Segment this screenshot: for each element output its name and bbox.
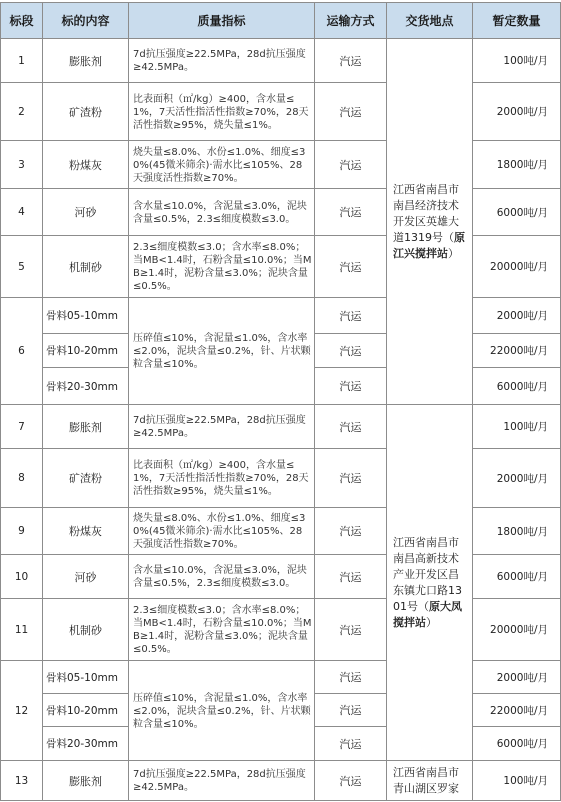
delivery-location: 江西省南昌市南昌高新技术产业开发区昌东镇尤口路1301号（原大凤搅拌站）	[387, 405, 473, 761]
table-row	[1, 555, 561, 599]
transport-mode: 汽运	[315, 298, 387, 334]
section-number: 11	[1, 599, 43, 661]
table-row	[1, 599, 561, 661]
section-number: 4	[1, 189, 43, 236]
section-number: 13	[1, 761, 43, 801]
header-transport: 运输方式	[315, 3, 387, 39]
section-number: 5	[1, 236, 43, 298]
item-name: 矿渣粉	[43, 449, 129, 508]
transport-mode: 汽运	[315, 189, 387, 236]
quantity: 1800吨/月	[473, 508, 561, 555]
quantity: 22000吨/月	[473, 334, 561, 368]
section-number: 3	[1, 141, 43, 189]
procurement-table	[0, 2, 561, 801]
item-name: 骨料10-20mm	[43, 334, 129, 368]
table-row	[1, 83, 561, 141]
section-number: 12	[1, 661, 43, 761]
transport-mode: 汽运	[315, 368, 387, 405]
quantity: 20000吨/月	[473, 599, 561, 661]
table-row	[1, 236, 561, 298]
transport-mode: 汽运	[315, 727, 387, 761]
quality-spec: 压碎值≤10%，含泥量≤1.0%，含水率≤2.0%，泥块含量≤0.2%，针、片状颗粒含量≤10%。	[129, 298, 315, 405]
item-name: 矿渣粉	[43, 83, 129, 141]
table-header-row	[1, 3, 561, 39]
table-row	[1, 189, 561, 236]
transport-mode: 汽运	[315, 236, 387, 298]
quality-spec: 压碎值≤10%，含泥量≤1.0%，含水率≤2.0%，泥块含量≤0.2%，针、片状颗粒含量≤10%。	[129, 661, 315, 761]
transport-mode: 汽运	[315, 405, 387, 449]
item-name: 粉煤灰	[43, 508, 129, 555]
transport-mode: 汽运	[315, 694, 387, 727]
transport-mode: 汽运	[315, 661, 387, 694]
transport-mode: 汽运	[315, 449, 387, 508]
transport-mode: 汽运	[315, 39, 387, 83]
item-name: 膨胀剂	[43, 405, 129, 449]
section-number: 1	[1, 39, 43, 83]
header-location: 交货地点	[387, 3, 473, 39]
header-quality: 质量指标	[129, 3, 315, 39]
delivery-location: 江西省南昌市南昌经济技术开发区英雄大道1319号（原江兴搅拌站）	[387, 39, 473, 405]
transport-mode: 汽运	[315, 334, 387, 368]
section-number: 10	[1, 555, 43, 599]
item-name: 机制砂	[43, 236, 129, 298]
section-number: 2	[1, 83, 43, 141]
quality-spec: 比表面积（㎡/kg）≥400，含水量≤1%，7天活性指活性指数≥70%，28天活性指数≥95%，烧失量≤1%。	[129, 449, 315, 508]
section-number: 9	[1, 508, 43, 555]
item-name: 河砂	[43, 189, 129, 236]
transport-mode: 汽运	[315, 83, 387, 141]
quantity: 20000吨/月	[473, 236, 561, 298]
quantity: 2000吨/月	[473, 661, 561, 694]
table-row	[1, 298, 561, 334]
header-item: 标的内容	[43, 3, 129, 39]
transport-mode: 汽运	[315, 761, 387, 801]
item-name: 骨料20-30mm	[43, 727, 129, 761]
quality-spec: 比表面积（㎡/kg）≥400，含水量≤1%，7天活性指活性指数≥70%，28天活性指数≥95%，烧失量≤1%。	[129, 83, 315, 141]
quantity: 22000吨/月	[473, 694, 561, 727]
quality-spec: 7d抗压强度≥22.5MPa，28d抗压强度≥42.5MPa。	[129, 761, 315, 801]
quality-spec: 烧失量≤8.0%、水份≤1.0%、细度≤30%(45微米筛余)·需水比≤105%、28天强度活性指数≥70%。	[129, 141, 315, 189]
quality-spec: 烧失量≤8.0%、水份≤1.0%、细度≤30%(45微米筛余)·需水比≤105%、28天强度活性指数≥70%。	[129, 508, 315, 555]
table-row	[1, 449, 561, 508]
transport-mode: 汽运	[315, 141, 387, 189]
quantity: 2000吨/月	[473, 449, 561, 508]
section-number: 7	[1, 405, 43, 449]
transport-mode: 汽运	[315, 508, 387, 555]
header-quantity: 暂定数量	[473, 3, 561, 39]
quantity: 2000吨/月	[473, 83, 561, 141]
item-name: 河砂	[43, 555, 129, 599]
quantity: 100吨/月	[473, 405, 561, 449]
item-name: 粉煤灰	[43, 141, 129, 189]
item-name: 骨料05-10mm	[43, 661, 129, 694]
quality-spec: 2.3≤细度模数≤3.0；含水率≤8.0%；当MB<1.4时，石粉含量≤10.0%；当MB≥1.4时，泥粉含量≤3.0%；泥块含量≤0.5%。	[129, 236, 315, 298]
table-row	[1, 661, 561, 694]
quantity: 6000吨/月	[473, 368, 561, 405]
item-name: 机制砂	[43, 599, 129, 661]
quantity: 100吨/月	[473, 39, 561, 83]
quality-spec: 含水量≤10.0%，含泥量≤3.0%，泥块含量≤0.5%，2.3≤细度模数≤3.0。	[129, 555, 315, 599]
quality-spec: 2.3≤细度模数≤3.0；含水率≤8.0%；当MB<1.4时，石粉含量≤10.0%；当MB≥1.4时，泥粉含量≤3.0%；泥块含量≤0.5%。	[129, 599, 315, 661]
quantity: 1800吨/月	[473, 141, 561, 189]
section-number: 8	[1, 449, 43, 508]
quantity: 6000吨/月	[473, 727, 561, 761]
delivery-location: 江西省南昌市青山湖区罗家	[387, 761, 473, 801]
table-row	[1, 761, 561, 801]
table-row	[1, 405, 561, 449]
item-name: 膨胀剂	[43, 761, 129, 801]
item-name: 骨料20-30mm	[43, 368, 129, 405]
transport-mode: 汽运	[315, 555, 387, 599]
quantity: 6000吨/月	[473, 555, 561, 599]
quality-spec: 7d抗压强度≥22.5MPa，28d抗压强度≥42.5MPa。	[129, 405, 315, 449]
quality-spec: 含水量≤10.0%，含泥量≤3.0%，泥块含量≤0.5%，2.3≤细度模数≤3.0。	[129, 189, 315, 236]
item-name: 膨胀剂	[43, 39, 129, 83]
transport-mode: 汽运	[315, 599, 387, 661]
item-name: 骨料10-20mm	[43, 694, 129, 727]
table-row	[1, 39, 561, 83]
item-name: 骨料05-10mm	[43, 298, 129, 334]
quality-spec: 7d抗压强度≥22.5MPa，28d抗压强度≥42.5MPa。	[129, 39, 315, 83]
section-number: 6	[1, 298, 43, 405]
table-row	[1, 508, 561, 555]
header-section: 标段	[1, 3, 43, 39]
quantity: 6000吨/月	[473, 189, 561, 236]
table-row	[1, 141, 561, 189]
quantity: 100吨/月	[473, 761, 561, 801]
quantity: 2000吨/月	[473, 298, 561, 334]
